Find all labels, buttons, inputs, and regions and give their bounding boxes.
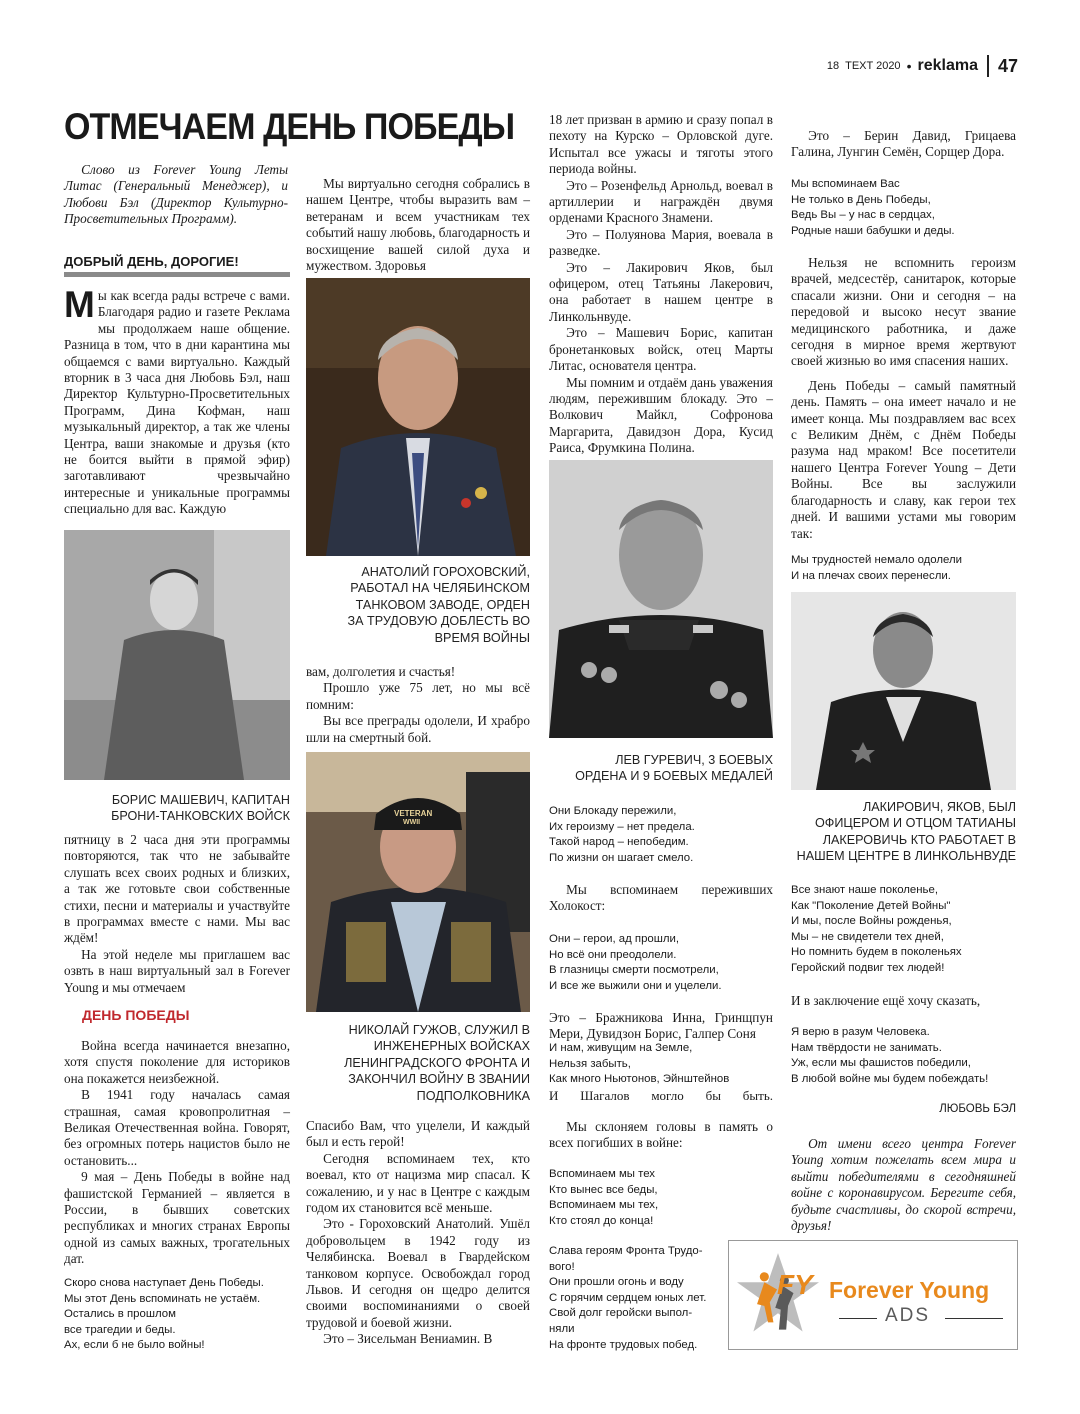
col4-p3: День Победы – самый памятный день. Память – она имеет начало и не имеет конца. Мы поздравляем вас всех с Великим Днём, с Днём Победы разума над мраком! Все посетители нашего Центра Forever Young – Дети Войны. Все вы заслужили благодарность и славу, как герои тех дней. И вашими устами мы говорим так:: [791, 377, 1016, 541]
col2-bottom-text: [306, 1118, 530, 1348]
col2-p4: Сегодня вспоминаем тех, кто воевал, кто от нацизма мир спасал. К сожалению, и у нас в Центре с каждым годом их становится всё меньше.: [306, 1150, 530, 1216]
signature: ЛЮБОВЬ БЭЛ: [939, 1103, 1016, 1115]
text-year: TEXT 2020: [845, 60, 901, 72]
col2-p6: Это – Зисельман Вениамин. В: [323, 1331, 493, 1347]
section-title-victory-day: ДЕНЬ ПОБЕДЫ: [82, 1007, 190, 1023]
col4-poem2: [791, 553, 1016, 584]
logo-mark: FY: [777, 1269, 813, 1300]
poem-line: С горячим сердцем юных лет.: [549, 1291, 707, 1304]
col2-p1: Мы виртуально сегодня собрались в нашем Центре, чтобы выразить вам – ветеранам и всем участникам тех событий нашу любовь, благодарность и восхищение вашей силой духа и мужеством. Здоровья: [306, 176, 530, 274]
poem-line: Мы вспоминаем Вас: [791, 178, 900, 190]
page-header: [827, 55, 1018, 77]
col1-cont-text: пятницу в 2 часа дня эти программы повторяются, так что не забывайте слушать всех своих родных и близких, а так же готовьте свои собственные стихи, песни и материалы и участвуйте в программах вместе с нами. Мы вас ждём!: [64, 832, 290, 946]
col3-top-text: [549, 112, 773, 457]
poem-line: Их героизму – нет предела.: [549, 820, 695, 833]
closing-wish: От имени всего центра Forever Young хотим пожелать всем мира и выйти победителями в сегодняшней войне с коронавирусом. Берегите себя, будьте счастливы, до скорой встречи, друзья!: [791, 1136, 1016, 1234]
photo-anatoly-gorokhovsky: [306, 278, 530, 556]
intro-paragraph: [64, 284, 290, 518]
col3-poem1: [549, 804, 773, 866]
caption-gurevich: ЛЕВ ГУРЕВИЧ, 3 БОЕВЫХ ОРДЕНА И 9 БОЕВЫХ МЕДАЛЕЙ: [575, 753, 773, 784]
col2-p2c: Вы все преграды одолели, И храбро шли на смертный бой.: [306, 713, 530, 745]
poem-line: Они – герои, ад прошли,: [549, 933, 680, 945]
caption-gorokhovsky: АНАТОЛИЙ ГОРОХОВСКИЙ, РАБОТАЛ НА ЧЕЛЯБИНСКОМ ТАНКОВОМ ЗАВОДЕ, ОРДЕН ЗА ТРУДОВУЮ ДОБЛЕСТЬ ВО ВРЕМЯ ВОЙНЫ: [347, 565, 530, 645]
col3-poem2: [549, 932, 773, 994]
photo-lev-gurevich: [549, 460, 773, 738]
col3-poem4: [549, 1167, 773, 1229]
photo-yakov-lakirovich: [791, 592, 1016, 790]
poem-line: Не только в День Победы,: [791, 193, 931, 206]
poem-line: На фронте трудовых побед.: [549, 1338, 698, 1351]
col2-p5: Это - Гороховский Анатолий. Ушёл добровольцем в 1942 году из Челябинска. Воевал в Гвардейском танковом корпусе. Освобождал город Львов. И сегодня он щедро делится своими воспоминаниями о своей трудовой и боевой жизни.: [306, 1216, 530, 1330]
poem-line: Кто стоял до конца!: [549, 1214, 654, 1227]
poem-line: Я верю в разум Человека.: [791, 1026, 930, 1038]
poem-line: По жизни он шагает смело.: [549, 851, 694, 864]
poem-line: В любой войне мы будем побеждать!: [791, 1072, 989, 1085]
page-title: ОТМЕЧАЕМ ДЕНЬ ПОБЕДЫ: [64, 106, 515, 147]
poem-line: все трагедии и беды.: [64, 1323, 176, 1336]
forever-young-logo: [728, 1240, 1018, 1350]
col2-p2b: Прошло уже 75 лет, но мы всё помним:: [306, 680, 530, 712]
caption-boris: БОРИС МАШЕВИЧ, КАПИТАН БРОНИ-ТАНКОВСКИХ ВОЙСК: [111, 793, 290, 824]
col4-poem3: [791, 883, 1016, 977]
poem-line: И Шагалов могло бы быть.: [549, 1087, 773, 1103]
cap-wwii-label: WWII: [403, 819, 421, 826]
col1-p4: В 1941 году началась самая страшная, самая кровопролитная – Великая Отечественная война. Говорят, без огромных потерь нацистов было не остановить...: [64, 1087, 290, 1168]
poem-line: Но всё они преодолели.: [549, 948, 677, 961]
poem-line: няли: [549, 1322, 575, 1335]
poem-line: Вспоминаем мы тех,: [549, 1199, 659, 1212]
poem-line: Свой долг геройски выпол-: [549, 1307, 693, 1320]
poem-line: Они Блокаду пережили,: [549, 805, 677, 817]
poem-line: Они прошли огонь и воду: [549, 1276, 684, 1289]
logo-name: Forever Young: [829, 1277, 990, 1303]
caption-guzhov: НИКОЛАЙ ГУЖОВ, СЛУЖИЛ В ИНЖЕНЕРНЫХ ВОЙСКАХ ЛЕНИНГРАДСКОГО ФРОНТА И ЗАКОНЧИЛ ВОЙНУ В ЗВАНИИ ПОДПОЛКОВНИКА: [344, 1023, 530, 1103]
poem-line: Ведь Вы – у нас в сердцах,: [791, 209, 935, 222]
col3-poem3: [549, 1041, 773, 1103]
col1-p5: 9 мая – День Победы в войне над фашистской Германией – является в России, в бывших советских республиках и многих странах Европы одной из самых важных, трогательных дат.: [64, 1169, 290, 1267]
col3-p2: Это – Розенфельд Арнольд, воевал в артиллерии и награждён двумя орденами Красного Знамени.: [549, 177, 773, 226]
section-rule: [64, 272, 290, 277]
logo-line-left: [839, 1318, 877, 1319]
col1-continued: [64, 832, 290, 996]
col4-p1: Это – Берин Давид, Грицаева Галина, Лунгин Семён, Сорщер Дора.: [791, 128, 1016, 160]
poem-line: Нельзя забыть,: [549, 1057, 631, 1070]
poem-line: вого!: [549, 1260, 575, 1273]
drop-cap: М: [64, 284, 95, 325]
poem-line: Уж, если мы фашистов победили,: [791, 1057, 971, 1070]
header-divider: [987, 55, 989, 77]
col4-mid-text: [791, 255, 1016, 542]
poem-line: Но помнить будем в поколеньях: [791, 946, 962, 959]
col3-p3: Это – Полуянова Мария, воевала в разведке.: [549, 226, 773, 259]
poem-line: И мы, после Войны рожденья,: [791, 915, 952, 928]
poem-line: Ах, если б не было войны!: [64, 1339, 205, 1352]
section-title-greeting: ДОБРЫЙ ДЕНЬ, ДОРОГИЕ!: [64, 254, 239, 269]
page-number: 47: [997, 55, 1018, 76]
col1-p3: Война всегда начинается внезапно, хотя спустя поколение для историков она покажется неизбежной.: [64, 1038, 290, 1086]
poem-line: Мы этот День вспоминать не устаём.: [64, 1292, 261, 1305]
col4-p4: И в заключение ещё хочу сказать,: [791, 993, 981, 1008]
poem-line: Слава героям Фронта Трудо-: [549, 1245, 703, 1257]
col4-poem4: [791, 1025, 1016, 1087]
intro-text: ы как всегда рады встрече с вами. Благодаря радио и газете Реклама мы продолжаем наше общение. Разница в том, что в дни карантина мы общаемся с вами виртуально. Каждый вторник в 3 часа дня Любовь Бэл, наш Директор Культурно-Просветительных Программ, Дина Кофман, наш музыкальный директор, а так же члены Центра, ваши знакомые и друзья (кто не боится выйти в прямой эфир) заготавливают чрезвычайно интересные и уникальные программы специально для вас. Каждую: [64, 288, 290, 517]
photo-nikolai-guzhov: [306, 752, 530, 1012]
issue-number: 18: [826, 60, 840, 72]
poem-line: Нам твёрдости не занимать.: [791, 1041, 942, 1054]
poem-line: Родные наши бабушки и деды.: [791, 224, 955, 237]
col1-p2: На этой неделе мы приглашем вас озвть в наш виртуальный зал в Forever Young и мы отмечаем: [64, 946, 290, 995]
caption-lakirovich: ЛАКИРОВИЧ, ЯКОВ, БЫЛ ОФИЦЕРОМ И ОТЦОМ ТАТИАНЫ ЛАКЕРОВИЧЬ КТО РАБОТАЕТ В НАШЕМ ЦЕНТРЕ В ЛИНКОЛЬНВУДЕ: [796, 800, 1016, 864]
poem-line: В глазницы смерти посмотрели,: [549, 964, 719, 977]
poem-line: Как много Ньютонов, Эйнштейнов: [549, 1073, 730, 1086]
poem-line: И все же выжили они и уцелели.: [549, 979, 722, 992]
poem-line: Вспоминаем мы тех: [549, 1168, 655, 1180]
photo-boris-mashevich: [64, 530, 290, 780]
col3-p4: Это – Лакирович Яков, был офицером, отец Татьяны Лакерович, она работает в нашем центре в Линкольнвуде.: [549, 259, 773, 324]
col2-mid-text: [306, 664, 530, 746]
col1-poem: [64, 1276, 290, 1354]
col3-p6: Мы помним и отдаём дань уважения людям, пережившим блокаду. Это – Волкович Майкл, Софронова Маргарита, Давидзон Дора, Кусид Раиса, Фрумкина Полина.: [549, 374, 773, 456]
poem-line: И на плечах своих перенесли.: [791, 569, 951, 582]
poem-line: Мы трудностей немало одолели: [791, 554, 962, 566]
victory-day-text: [64, 1038, 290, 1268]
poem-line: Как "Поколение Детей Войны": [791, 899, 951, 912]
col2-p3: Спасибо Вам, что уцелели, И каждый был и есть герой!: [306, 1118, 530, 1150]
poem-line: Геройский подвиг тех людей!: [791, 961, 945, 974]
poem-line: Кто вынес все беды,: [549, 1183, 658, 1196]
byline: Слово из Forever Young Леты Литас (Генеральный Менеджер), и Любови Бэл (Директор Культурно-Просветительных Программ).: [64, 162, 288, 227]
poem-line: Мы – не свидетели тех дней,: [791, 930, 944, 943]
col2-p2a: вам, долголетия и счастья!: [306, 664, 456, 679]
bullet: •: [906, 58, 912, 74]
poem-line: Скоро снова наступает День Победы.: [64, 1277, 264, 1289]
poem-line: Такой народ – непобедим.: [549, 836, 689, 849]
poem-line: Остались в прошлом: [64, 1308, 176, 1321]
col3-p1: 18 лет призван в армию и сразу попал в пехоту на Курско – Орловской дуге. Испытал все ужасы и тяготы этого периода войны.: [549, 112, 773, 177]
col3-p9: Мы склоняем головы в память о всех погибших в войне:: [549, 1119, 773, 1151]
logo-line-right: [945, 1318, 1003, 1319]
poem-line: Все знают наше поколенье,: [791, 884, 938, 896]
poem-line: И нам, живущим на Земле,: [549, 1042, 693, 1054]
col3-p5: Это – Машевич Борис, капитан бронетанковых войск, отец Марты Литас, основателя центра.: [549, 325, 773, 374]
logo-sub: ADS: [885, 1305, 931, 1326]
brand-name: reklama: [917, 57, 978, 74]
col3-p7: Мы вспоминаем переживших Холокост:: [549, 882, 773, 914]
col4-poem1: [791, 177, 1016, 239]
col3-p8: Это – Бражникова Инна, Гринщпун Мери, Дувидзон Борис, Галпер Соня: [549, 1010, 773, 1042]
cap-veteran-label: VETERAN: [394, 809, 433, 818]
col4-p2: Нельзя не вспомнить героизм врачей, медсестёр, санитарок, которые спасали жизни. Они и сегодня – на передовой и высоко несут звание медицинского работника, и даже сегодня в мирное время жертвуют своей жизнью во имя спасения наших.: [791, 255, 1016, 369]
